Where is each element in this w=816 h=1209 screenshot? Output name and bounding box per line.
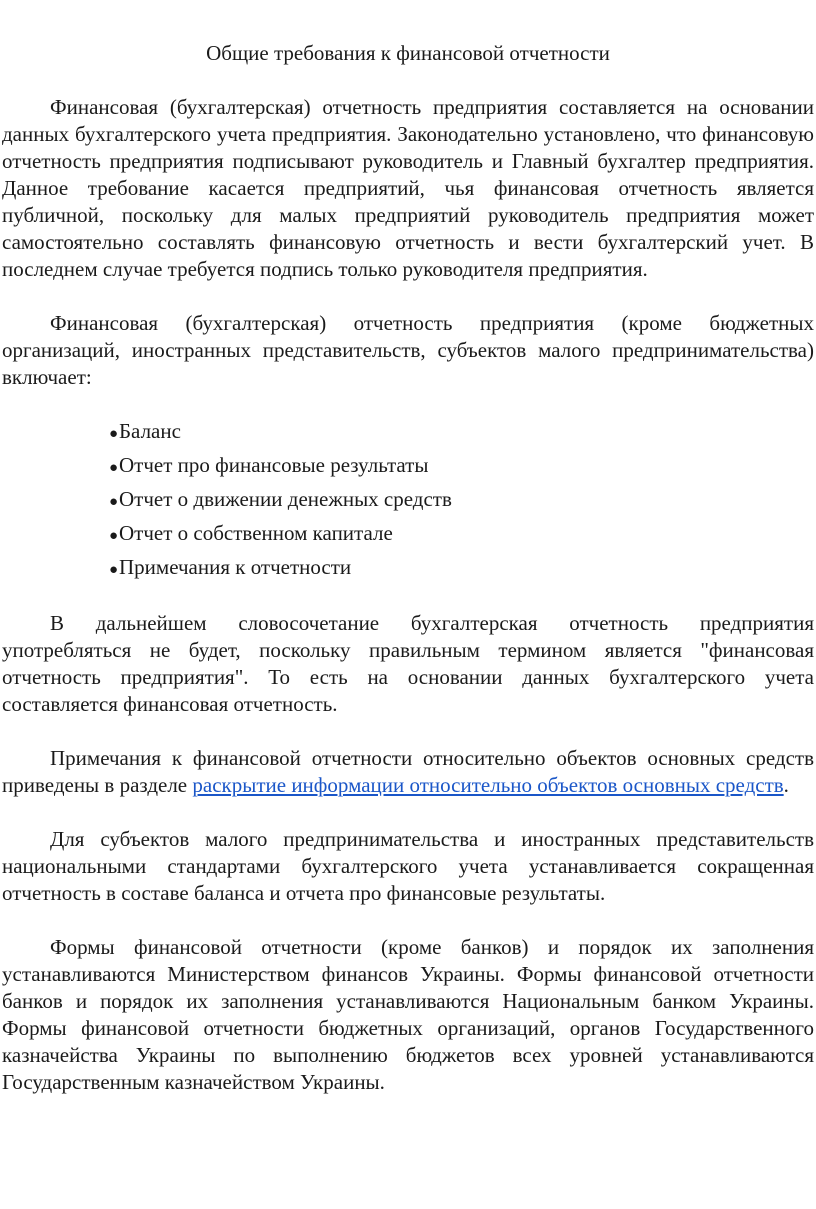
paragraph-small-business: Для субъектов малого предпринимательства и иностранных представительств национальными стандартами бухгалтерского учета устанавливается сокращенная отчетность в составе баланса и отчета про финансовые результаты. [2,827,814,905]
paragraph-terminology: В дальнейшем словосочетание бухгалтерская отчетность предприятия употребляться не будет, поскольку правильным термином является "финансовая отчетность предприятия". То есть на основании данных бухгалтерского учета составляется финансовая отчетность. [2,611,814,716]
bullet-icon: ● [109,528,119,544]
bullet-icon: ● [109,494,119,510]
paragraph-composition: Финансовая (бухгалтерская) отчетность предприятия (кроме бюджетных организаций, иностранных представительств, субъектов малого предпринимательства) включает: [2,311,814,389]
paragraph-forms: Формы финансовой отчетности (кроме банков) и порядок их заполнения устанавливаются Министерством финансов Украины. Формы финансовой отчетности банков и порядок их заполнения устанавливаются Национальным банком Украины. Формы финансовой отчетности бюджетных организаций, органов Государственного казначейства Украины по выполнению бюджетов всех уровней устанавливаются Государственным казначейством Украины. [2,935,814,1094]
bullet-icon: ● [109,562,119,578]
list-item: ●Примечания к отчетности [109,554,814,584]
page-title: Общие требования к финансовой отчетности [206,41,610,65]
list-item: ●Отчет про финансовые результаты [109,452,814,482]
disclosure-link[interactable]: раскрытие информации относительно объектов основных средств [192,773,784,797]
bullet-icon: ● [109,460,119,476]
list-item: ●Отчет о движении денежных средств [109,486,814,516]
list-item: ●Баланс [109,418,814,448]
paragraph-notes: Примечания к финансовой отчетности относительно объектов основных средств приведены в разделе раскрытие информации относительно объектов основных средств. [2,746,814,797]
bullet-icon: ● [109,426,119,442]
paragraph-intro: Финансовая (бухгалтерская) отчетность предприятия составляется на основании данных бухгалтерского учета предприятия. Законодательно установлено, что финансовую отчетность предприятия подписывают руководитель и Главный бухгалтер предприятия. Данное требование касается предприятий, чья финансовая отчетность является публичной, поскольку для малых предприятий руководитель предприятия может самостоятельно составлять финансовую отчетность и вести бухгалтерский учет. В последнем случае требуется подпись только руководителя предприятия. [2,95,814,281]
report-list [2,418,814,584]
list-item: ●Отчет о собственном капитале [109,520,814,550]
